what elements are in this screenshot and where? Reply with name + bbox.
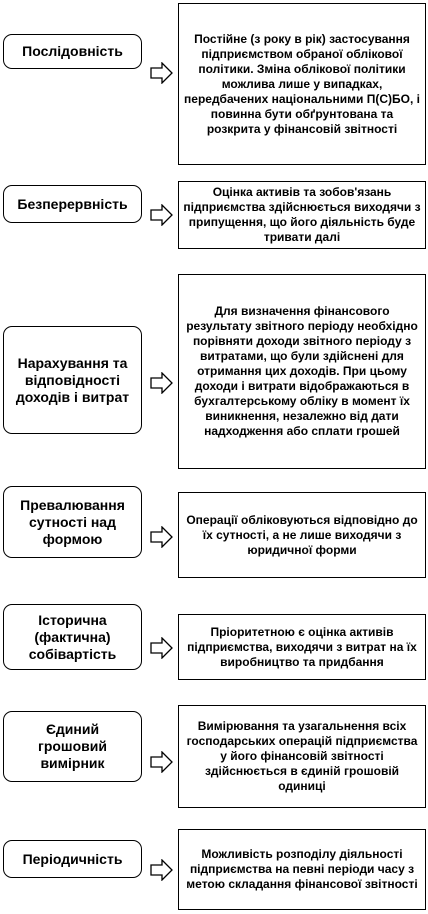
arrow-right-icon bbox=[150, 859, 174, 881]
principle-description-substance-over-form: Операції обліковуються відповідно до їх сутності, а не лише виходячи з юридичної форми bbox=[178, 492, 426, 578]
principle-term-periodicity: Періодичність bbox=[3, 840, 142, 878]
arrow-right-icon bbox=[150, 62, 174, 84]
arrow-right-icon bbox=[150, 204, 174, 226]
principle-description-accrual-matching: Для визначення фінансового результату звітного періоду необхідно порівняти доходи звітного періоду з витратами, що були здійснені для отримання цих доходів. При цьому доходи і витрати відображаються в бухгалтерському обліку в момент їх виникнення, незалежно від дати надходження або сплати грошей bbox=[178, 274, 426, 469]
principle-term-accrual-matching: Нарахування та відповідності доходів і витрат bbox=[3, 326, 142, 434]
arrow-right-icon bbox=[150, 637, 174, 659]
arrow-right-icon bbox=[150, 372, 174, 394]
principle-description-historical-cost: Пріоритетною є оцінка активів підприємства, виходячи з витрат на їх виробництво та придбання bbox=[178, 614, 426, 680]
arrow-right-icon bbox=[150, 526, 174, 548]
principle-term-historical-cost: Історична (фактична) собівартість bbox=[3, 604, 142, 670]
principle-description-consistency: Постійне (з року в рік) застосування підприємством обраної облікової політики. Зміна облікової політики можлива лише у випадках, передбачених національними П(С)БО, і повинна бути обґрунтована та розкрита у фінансовій звітності bbox=[178, 3, 426, 165]
principle-description-monetary-unit: Вимірювання та узагальнення всіх господарських операцій підприємства у його фінансовій звітності здійснюється в єдиній грошовій одиниці bbox=[178, 705, 426, 808]
principle-term-going-concern: Безперервність bbox=[3, 185, 142, 223]
principle-term-substance-over-form: Превалювання сутності над формою bbox=[3, 486, 142, 558]
principle-term-consistency: Послідовність bbox=[3, 34, 142, 69]
arrow-right-icon bbox=[150, 751, 174, 773]
principle-description-going-concern: Оцінка активів та зобов'язань підприємства здійснюється виходячи з припущення, що його діяльність буде тривати далі bbox=[178, 181, 426, 249]
principle-term-monetary-unit: Єдиний грошовий вимірник bbox=[3, 711, 142, 782]
principle-description-periodicity: Можливість розподілу діяльності підприємства на певні періоди часу з метою складання фінансової звітності bbox=[178, 829, 426, 910]
